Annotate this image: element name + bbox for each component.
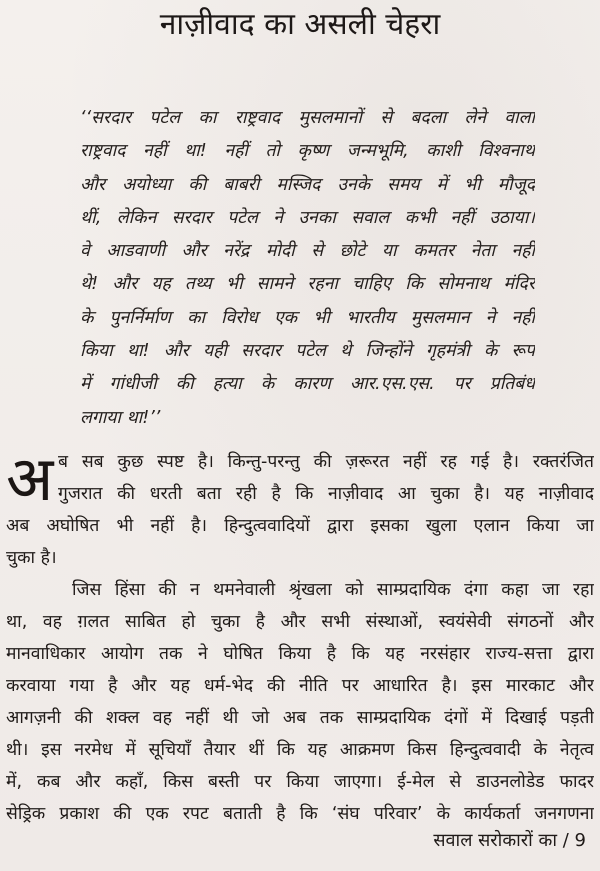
quote-line: थीं, लेकिन सरदार पटेल ने उनका सवाल कभी नहीं उठाया।	[80, 207, 535, 228]
paragraph-line: था, वह ग़लत साबित हो चुका है और सभी संस्थाओं, स्वयंसेवी संगठनों और	[6, 612, 594, 632]
quote-line: थे! और यह तथ्य भी सामने रहना चाहिए कि सोमनाथ मंदिर	[80, 274, 535, 295]
quote-line: लगाया था!’’	[80, 407, 161, 428]
paragraph-line: ब सब कुछ स्पष्ट है। किन्तु-परन्तु की ज़रूरत नहीं रह गई है। रक्तरंजित	[58, 452, 594, 472]
paragraph-line: चुका है।	[6, 548, 57, 568]
quote-line: के पुनर्निर्माण का विरोध एक भी भारतीय मुसलमान ने नहीं	[80, 307, 535, 328]
quote-line: किया था! और यही सरदार पटेल थे जिन्होंने गृहमंत्री के रूप	[80, 341, 535, 362]
paragraph-line: अब अघोषित भी नहीं है। हिन्दुत्ववादियों द्वारा इसका खुला एलान किया जा	[6, 516, 594, 536]
paragraph-line: आगज़नी की शक्ल वह नहीं थी जो अब तक साम्प्रदायिक दंगों में दिखाई पड़ती	[6, 708, 594, 728]
quote-line: में गांधीजी की हत्या के कारण आर.एस.एस. पर प्रतिबंध	[80, 374, 535, 395]
quote-line: ‘‘सरदार पटेल का राष्ट्रवाद मुसलमानों से बदला लेने वाला	[80, 108, 535, 128]
body-text	[6, 442, 594, 830]
quote-line: राष्ट्रवाद नहीं था! नहीं तो कृष्ण जन्मभूमि, काशी विश्वनाथ	[80, 141, 535, 162]
paragraph-line: गुजरात की धरती बता रही है कि नाज़ीवाद आ चुका है। यह नाज़ीवाद	[58, 484, 594, 504]
paragraph-line: में, कब और कहाँ, किस बस्ती पर किया जाएगा। ई-मेल से डाउनलोडेड फादर	[6, 772, 594, 792]
paragraph-line: करवाया गया है और यह धर्म-भेद की नीति पर आधारित है। इस मारकाट और	[6, 676, 594, 696]
paragraph-2	[6, 574, 594, 830]
paragraph-1	[6, 442, 594, 574]
quote-line: वे आडवाणी और नरेंद्र मोदी से छोटे या कमतर नेता नहीं	[80, 241, 535, 262]
page-title: नाज़ीवाद का असली चेहरा	[159, 7, 441, 42]
quote-line: और अयोध्या की बाबरी मस्जिद उनके समय में भी मौजूद	[80, 174, 535, 195]
paragraph-line: सेड्रिक प्रकाश की एक रपट बताती है कि ‘संघ परिवार’ के कार्यकर्ता जनगणना	[6, 804, 594, 824]
paragraph-line: जिस हिंसा की न थमनेवाली श्रृंखला को साम्प्रदायिक दंगा कहा जा रहा	[72, 580, 594, 600]
drop-cap: अ	[6, 442, 54, 515]
paragraph-line: मानवाधिकार आयोग तक ने घोषित किया है कि यह नरसंहार राज्य-सत्ता द्वारा	[6, 644, 594, 664]
paragraph-line: थी। इस नरमेध में सूचियाँ तैयार थीं कि यह आक्रमण किस हिन्दुत्ववादी के नेतृत्व	[6, 740, 594, 760]
block-quote	[80, 102, 535, 435]
page-footer: सवाल सरोकारों का / 9	[433, 830, 586, 851]
